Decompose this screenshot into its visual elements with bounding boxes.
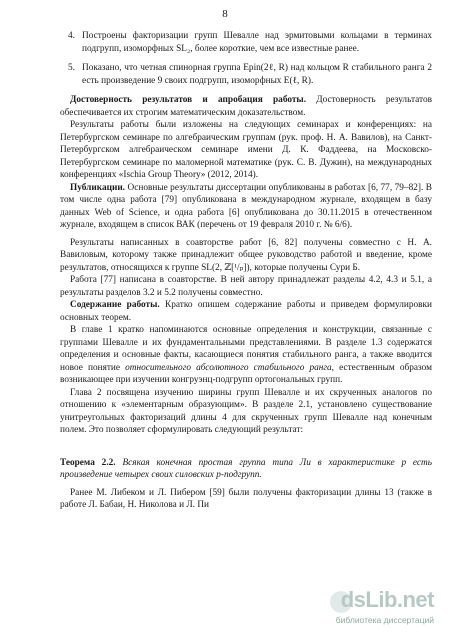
watermark-subtitle: библиотека диссертаций <box>335 615 434 625</box>
page-content <box>60 30 432 512</box>
reliability-paragraph <box>60 94 432 119</box>
theorem-text: Всякая конечная простая группа типа Ли в характеристике p есть произведение четырех своих силовских p-подгрупп. <box>60 457 433 480</box>
work77-paragraph: Работа [77] написана в соавторстве. В ней автору принадлежат разделы 4.2, 4.3 и 5.1, а результаты разделов 3.2 и 5.2 получены совместно. <box>60 275 432 298</box>
list-item-text: Показано, что четная спинорная группа Epin(2ℓ, R) над кольцом R стабильного ранга 2 есть произведение 9 своих подгрупп, изоморфных E(ℓ, R). <box>82 63 432 86</box>
seminars-paragraph: Результаты работы были изложены на следующих семинарах и конференциях: на Петербургском семинаре по алгебраическим группам (рук. проф. Н. А. Вавилов), на Санкт-Петербургском алгебраическом семинаре имени Д. К. Фаддеева, на Московско-Петербургском семинаре по маломерной математике (рук. С. В. Дужин), на международных конференциях «Ischia Group Theory» (2012, 2014). <box>60 120 432 180</box>
list-item <box>60 62 432 87</box>
list-item-text: Построены факторизации групп Шевалле над эрмитовыми кольцами в терминах подгрупп, изоморфных SL₂, более короткие, чем все известные ранее. <box>82 31 432 54</box>
list-item <box>60 30 432 55</box>
final-paragraph: Ранее М. Либеком и Л. Пибером [59] были получены факторизации длины 13 (также в работе Л. Бабаи, Н. Николова и Л. Пи <box>60 487 432 510</box>
list-item-number: 5. <box>68 63 75 73</box>
publications-heading: Публикации. <box>70 182 126 193</box>
coauthor-paragraph: Результаты написанных в соавторстве работ [6, 82] получены совместно с Н. А. Вавиловым, которому также принадлежит общее руководство работой и введение, кроме результатов, относящихся к группе SL(2, ℤ[¹/ₚ]), которые получены Сури Б. <box>60 237 432 273</box>
content-paragraph <box>60 299 432 324</box>
site-watermark <box>324 587 442 631</box>
chapter1-italic-term: относительного абсолютного стабильного ранга <box>125 362 332 373</box>
content-heading: Содержание работы. <box>70 300 160 310</box>
watermark-logo: dsLib.net <box>340 587 434 612</box>
publications-paragraph <box>60 182 432 232</box>
page-number: 8 <box>222 8 228 20</box>
chapter1-text-end: , естественным образом возникающее при изучении конгруэнц-подгрупп ортогональных групп. <box>60 362 432 385</box>
chapter1-paragraph <box>60 324 432 387</box>
list-item-number: 4. <box>68 31 75 41</box>
content-text: Кратко опишем содержание работы и приведем формулировки основных теорем. <box>60 300 432 323</box>
reliability-heading: Достоверность результатов и апробация работы. <box>70 95 307 105</box>
theorem-paragraph <box>60 457 432 482</box>
chapter2-paragraph: Глава 2 посвящена изучению ширины групп Шевалле и их скрученных аналогов по отношению к «элементарным образующим». В разделе 2.1, установлено существование унитреугольных факторизаций длины 4 для скрученных групп Шевалле над конечным полем. Это позволяет сформулировать следующий результат: <box>60 387 432 435</box>
theorem-label: Теорема 2.2. <box>60 457 116 468</box>
reliability-text: Достоверность результатов обеспечивается их строгим математическим доказательством. <box>60 95 432 118</box>
chapter1-text: В главе 1 кратко напоминаются основные определения и конструкции, связанные с группами Шевалле и их фундаментальными представлениями. В разделе 1.3 содержатся определения и основные факты, касающиеся понятия стабильного ранга, а также вводится новое понятие <box>60 325 432 373</box>
publications-text: Основные результаты диссертации опубликованы в работах [6, 77, 79–82]. В том числе одна работа [79] опубликована в международном журнале, входящем в базу данных Web of Science, и одна работа [6] опубликована до 30.11.2015 в отечественном журнале, входящем в список ВАК (перечень от 19 февраля 2010 г. № 6/6). <box>60 182 432 230</box>
